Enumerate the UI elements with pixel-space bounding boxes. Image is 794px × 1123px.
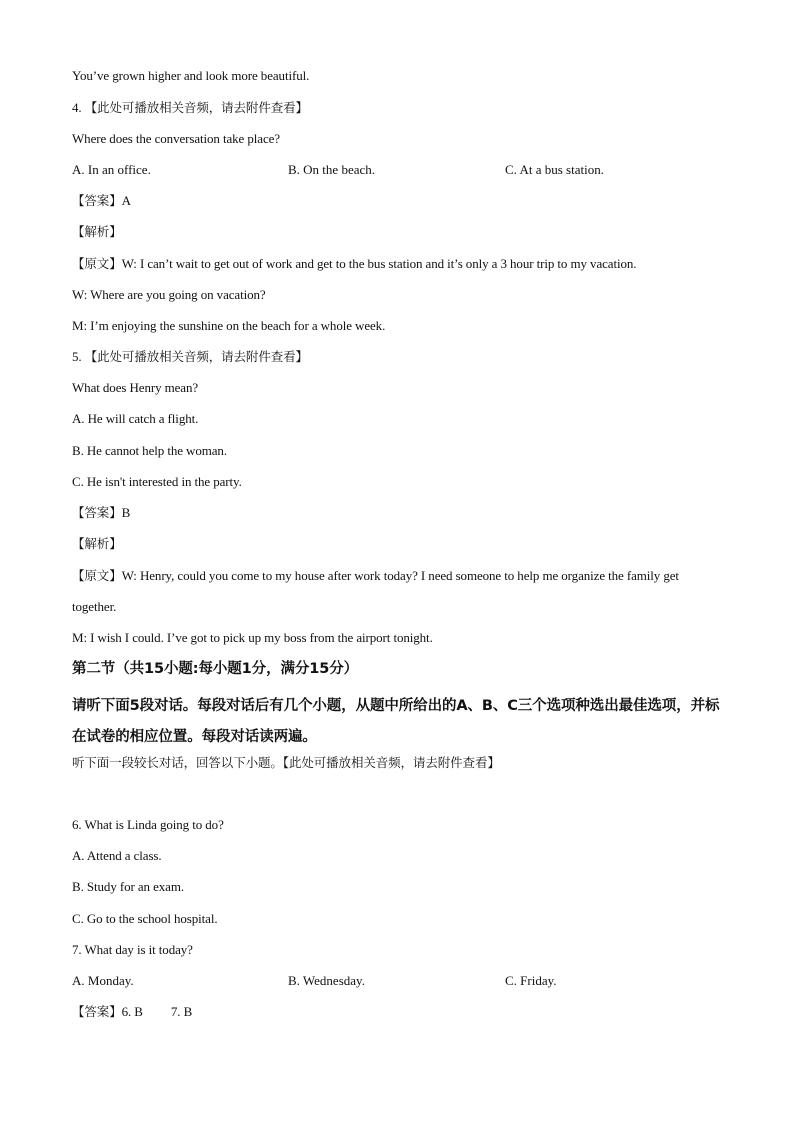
answer-line [72, 505, 130, 521]
analysis-label: 【解析】 [72, 224, 122, 239]
question-4-header [72, 100, 308, 116]
option-c: C. Friday. [505, 973, 557, 988]
answer-value: 6. B [121, 1004, 143, 1019]
answer-label: 【答案】 [72, 1004, 122, 1019]
question-number: 5. [72, 349, 82, 364]
answer-value: A [121, 193, 131, 208]
option-b: B. On the beach. [288, 162, 376, 177]
transcript-line: M: I wish I could. I’ve got to pick up my boss from the airport tonight. [72, 630, 433, 645]
transcript-line: M: I’m enjoying the sunshine on the beach for a whole week. [72, 318, 386, 333]
transcript-line: 【原文】W: Henry, could you come to my house after work today? I need someone to help me organize the family get together. [72, 568, 679, 614]
transcript-label: 【原文】 [72, 568, 122, 583]
question-4-text: Where does the conversation take place? [72, 131, 280, 146]
option-c: C. At a bus station. [505, 162, 604, 177]
option-b: B. Study for an exam. [72, 879, 184, 894]
question-5-header [72, 349, 308, 365]
question-5-text: What does Henry mean? [72, 380, 199, 395]
answer-line [72, 1004, 192, 1020]
option-a: A. He will catch a flight. [72, 411, 199, 426]
audio-placeholder: 【此处可播放相关音频，请去附件查看】 [84, 100, 308, 115]
option-c: C. Go to the school hospital. [72, 911, 218, 926]
answer-value: 7. B [170, 1004, 193, 1019]
option-a: A. In an office. [72, 162, 151, 177]
question-number: 4. [72, 100, 82, 115]
section-heading: 第二节（共15小题:每小题1分，满分15分） [72, 661, 359, 677]
option-b: B. He cannot help the woman. [72, 443, 227, 458]
question-6-text: 6. What is Linda going to do? [72, 817, 224, 832]
answer-value: B [121, 505, 131, 520]
question-7-text: 7. What day is it today? [72, 942, 193, 957]
dialogue-intro: 听下面一段较长对话，回答以下小题。【此处可播放相关音频，请去附件查看】 [72, 755, 500, 770]
option-b: B. Wednesday. [288, 973, 365, 988]
audio-placeholder: 【此处可播放相关音频，请去附件查看】 [84, 349, 308, 364]
option-a: A. Monday. [72, 973, 134, 988]
answer-label: 【答案】 [72, 505, 122, 520]
transcript-line: W: Where are you going on vacation? [72, 287, 266, 302]
option-a: A. Attend a class. [72, 848, 162, 863]
analysis-label: 【解析】 [72, 536, 122, 551]
answer-label: 【答案】 [72, 193, 122, 208]
transcript-label: 【原文】 [72, 256, 122, 271]
option-c: C. He isn't interested in the party. [72, 474, 242, 489]
section-instructions: 请听下面5段对话。每段对话后有几个小题，从题中所给出的A、B、C三个选项种选出最佳选项，并标在试卷的相应位置。每段对话读两遍。 [72, 698, 720, 745]
text-line: You’ve grown higher and look more beautiful. [72, 68, 310, 83]
answer-line [72, 193, 131, 209]
transcript-line: 【原文】W: I can’t wait to get out of work and get to the bus station and it’s only a 3 hour trip to my vacation. [72, 256, 637, 271]
